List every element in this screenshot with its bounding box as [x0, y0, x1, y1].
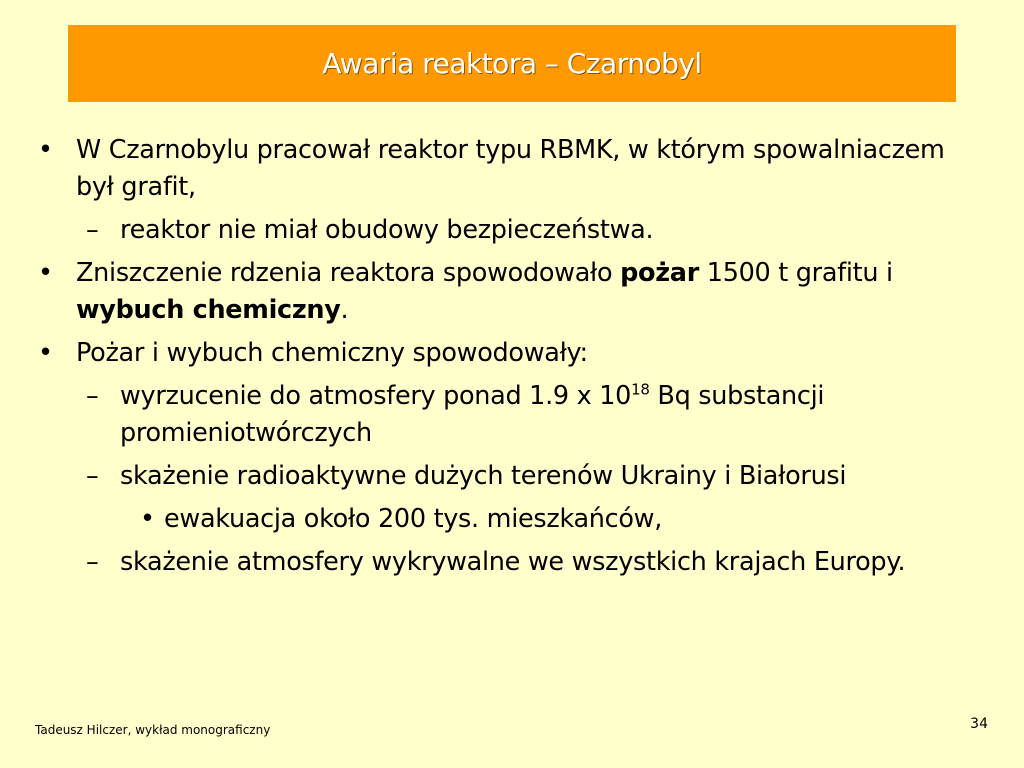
- slide-content: [30, 132, 990, 587]
- dash-item: [30, 458, 990, 495]
- bullet-text: W Czarnobylu pracował reaktor typu RBMK, w którym spowalniaczem był grafit,: [76, 135, 945, 202]
- footer-author: Tadeusz Hilczer, wykład monograficzny: [35, 723, 271, 737]
- bullet-item: [30, 255, 990, 329]
- dash-marker: –: [86, 547, 99, 577]
- bold-term: pożar: [620, 258, 699, 288]
- dash-text: skażenie atmosfery wykrywalne we wszystkich krajach Europy.: [120, 547, 906, 577]
- bullet-item: [30, 335, 990, 372]
- dash-marker: –: [86, 381, 99, 411]
- title-bar: [68, 25, 956, 102]
- bullet-text-part: .: [340, 295, 349, 325]
- sub-bullet-marker: •: [140, 504, 155, 534]
- bullet-text-part: 1500 t grafitu i: [698, 258, 893, 288]
- dash-item: [30, 544, 990, 581]
- dash-marker: –: [86, 461, 99, 491]
- dash-text-part: wyrzucenie do atmosfery ponad 1.9 x 10: [120, 381, 632, 411]
- bullet-marker: •: [38, 258, 53, 288]
- bullet-text-part: Zniszczenie rdzenia reaktora spowodowało: [76, 258, 621, 288]
- bullet-item: [30, 132, 990, 206]
- dash-item: [30, 378, 990, 452]
- dash-marker: –: [86, 215, 99, 245]
- slide-title: Awaria reaktora – Czarnobyl: [322, 47, 702, 80]
- bullet-marker: •: [38, 338, 53, 368]
- page-number: 34: [970, 716, 988, 732]
- dash-item: [30, 212, 990, 249]
- bullet-text: Pożar i wybuch chemiczny spowodowały:: [76, 338, 588, 368]
- dash-text-part: Bq substancji promieniotwórczych: [120, 381, 825, 448]
- sub-bullet-item: [30, 501, 990, 538]
- bullet-marker: •: [38, 135, 53, 165]
- dash-text: reaktor nie miał obudowy bezpieczeństwa.: [120, 215, 654, 245]
- dash-text: skażenie radioaktywne dużych terenów Ukrainy i Białorusi: [120, 461, 847, 491]
- exponent: 18: [631, 380, 650, 399]
- sub-bullet-text: ewakuacja około 200 tys. mieszkańców,: [164, 504, 663, 534]
- bold-term: wybuch chemiczny: [76, 295, 341, 325]
